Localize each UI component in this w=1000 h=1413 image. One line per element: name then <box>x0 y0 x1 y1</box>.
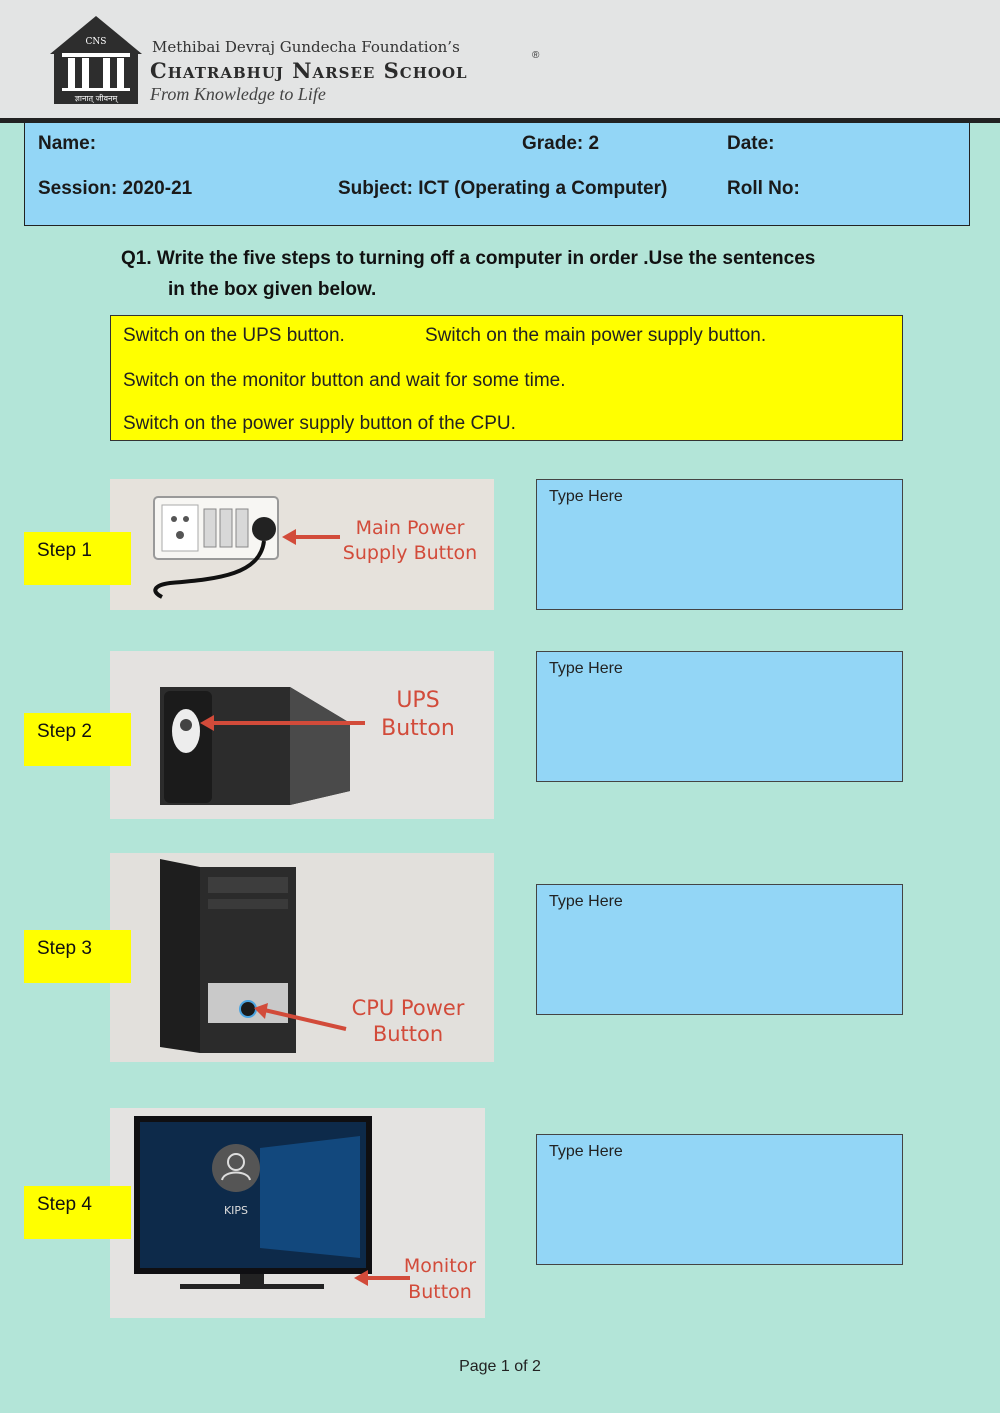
svg-text:CNS: CNS <box>85 37 107 47</box>
question-text <box>121 243 901 305</box>
step-2-answer-box[interactable]: Type Here <box>536 651 903 782</box>
sentence-monitor: Switch on the monitor button and wait for some time. <box>123 370 566 391</box>
question-line-1: Q1. Write the five steps to turning off a computer in order .Use the sentences <box>121 248 816 269</box>
monitor-image <box>110 1108 485 1318</box>
ups-image <box>110 651 494 819</box>
student-info-box <box>24 122 970 226</box>
sentence-bank <box>110 315 903 441</box>
annotation-monitor-button: Button <box>408 1281 472 1303</box>
school-motto: From Knowledge to Life <box>150 84 326 104</box>
step-2-label: Step 2 <box>24 713 131 766</box>
step-3-answer-box[interactable]: Type Here <box>536 884 903 1015</box>
annotation-main-power: Main Power <box>355 517 465 539</box>
cpu-tower-image <box>110 853 494 1062</box>
annotation-ups: UPS <box>396 688 440 713</box>
sentence-main-power: Switch on the main power supply button. <box>425 325 767 346</box>
step-1-label: Step 1 <box>24 532 131 585</box>
page-number: Page 1 of 2 <box>459 1358 541 1375</box>
school-header <box>0 0 1000 120</box>
step-1-answer-box[interactable]: Type Here <box>536 479 903 610</box>
sentence-cpu: Switch on the power supply button of the CPU. <box>123 413 516 434</box>
registered-mark: ® <box>532 50 540 61</box>
grade-label: Grade: 2 <box>522 133 600 154</box>
annotation-monitor: Monitor <box>403 1255 477 1277</box>
annotation-cpu-power: CPU Power <box>351 996 465 1020</box>
step-3-label: Step 3 <box>24 930 131 983</box>
main-power-socket-image <box>110 479 494 610</box>
school-name: Chatrabhuj Narsee School <box>150 58 468 83</box>
step-4-answer-box[interactable]: Type Here <box>536 1134 903 1265</box>
svg-text:ज्ञानात् जीवनम्: ज्ञानात् जीवनम् <box>74 94 118 103</box>
school-logo <box>48 14 144 106</box>
subject-label: Subject: ICT (Operating a Computer) <box>338 178 668 199</box>
question-line-2: in the box given below. <box>168 279 377 300</box>
annotation-supply-button: Supply Button <box>342 542 478 564</box>
session-label: Session: 2020-21 <box>38 178 193 199</box>
annotation-ups-button: Button <box>381 716 455 741</box>
foundation-name: Methibai Devraj Gundecha Foundation’s <box>152 38 460 56</box>
screen-user-name: KIPS <box>223 1204 249 1217</box>
name-field[interactable]: Name: <box>38 133 97 154</box>
date-field[interactable]: Date: <box>727 133 775 154</box>
sentence-ups: Switch on the UPS button. <box>123 325 345 346</box>
annotation-cpu-button: Button <box>372 1022 444 1046</box>
roll-number-field[interactable]: Roll No: <box>727 178 800 199</box>
step-4-label: Step 4 <box>24 1186 131 1239</box>
